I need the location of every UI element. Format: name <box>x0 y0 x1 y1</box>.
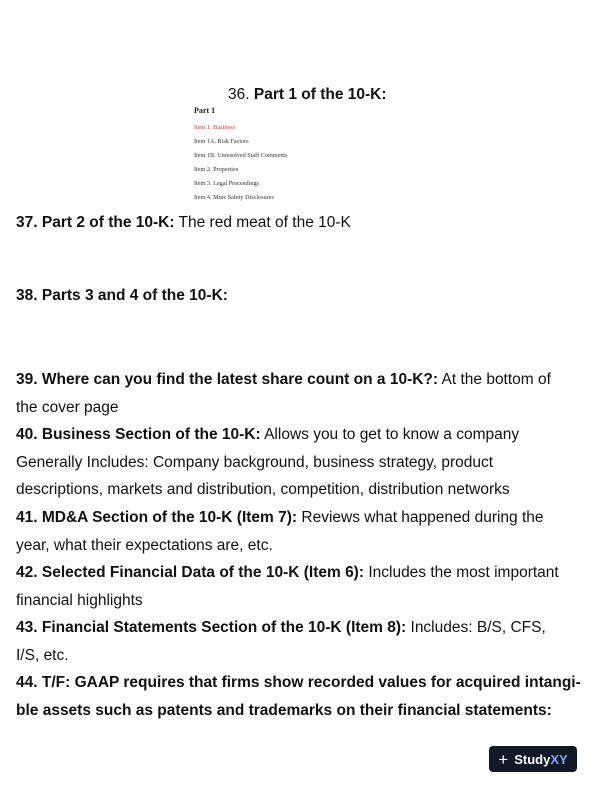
question-39 <box>16 366 596 421</box>
toc-item-mine-safety: Item 4. Mine Safety Disclosures <box>194 194 274 201</box>
question-title: Parts 3 and 4 of the 10-K: <box>41 287 228 304</box>
part1-contents-image <box>194 106 288 205</box>
question-title: Financial Statements Section of the 10-K (Item 8): <box>41 619 407 636</box>
question-title: T/F: GAAP requires that firms show recorded values for acquired intangi- <box>41 674 581 691</box>
answer-text: year, what their expectations are, etc. <box>16 536 273 554</box>
question-number: 43. <box>16 619 38 636</box>
question-44 <box>16 669 596 724</box>
answer-text: At the bottom of <box>438 371 551 388</box>
question-40 <box>16 421 596 504</box>
question-42 <box>16 559 596 614</box>
question-43 <box>16 614 596 669</box>
question-title: Where can you find the latest share count on a 10-K?: <box>41 371 439 388</box>
answer-text: descriptions, markets and distribution, competition, distribution networks <box>16 481 510 498</box>
question-number: 44. <box>16 674 38 691</box>
question-title: MD&A Section of the 10-K (Item 7): <box>41 509 298 526</box>
question-number: 41. <box>16 509 38 526</box>
toc-item-risk-factors: Item 1A. Risk Factors <box>194 138 249 145</box>
question-title: Business Section of the 10-K: <box>41 426 261 443</box>
answer-text: The red meat of the 10-K <box>174 214 351 231</box>
brand-name: StudyXY <box>514 751 568 767</box>
question-37 <box>16 209 596 237</box>
question-number: 36. <box>228 86 250 103</box>
answer-text: financial highlights <box>16 591 143 609</box>
question-36-heading <box>228 86 387 104</box>
question-number: 37. <box>16 214 38 231</box>
question-number: 40. <box>16 426 38 443</box>
toc-item-legal-proceedings: Item 3. Legal Proceedings <box>194 180 259 187</box>
toc-item-business: Item 1. Business <box>194 124 236 131</box>
question-38 <box>16 282 596 310</box>
question-number: 38. <box>16 287 38 304</box>
answer-text: Allows you to get to know a company <box>260 426 520 443</box>
question-number: 42. <box>16 564 38 581</box>
question-title: ble assets such as patents and trademarks on their financial statements: <box>16 701 552 719</box>
studyxy-badge[interactable] <box>489 746 577 772</box>
question-number: 39. <box>16 371 38 388</box>
answer-text: Includes the most important <box>364 564 559 581</box>
toc-item-unresolved-staff-comments: Item 1B. Unresolved Staff Comments <box>194 152 288 159</box>
question-title: Part 1 of the 10-K: <box>253 86 387 103</box>
answer-text: the cover page <box>16 398 119 416</box>
question-title: Part 2 of the 10-K: <box>41 214 175 231</box>
answer-text: Includes: B/S, CFS, <box>406 619 546 636</box>
answer-text: Reviews what happened during the <box>297 509 544 526</box>
answer-text: Generally Includes: Company background, business strategy, product <box>16 453 494 471</box>
toc-heading: Part 1 <box>194 106 216 115</box>
plus-icon: + <box>498 749 509 769</box>
toc-item-properties: Item 2. Properties <box>194 166 239 173</box>
question-41 <box>16 504 596 559</box>
answer-text: I/S, etc. <box>16 646 69 664</box>
question-title: Selected Financial Data of the 10-K (Item 6): <box>41 564 365 581</box>
